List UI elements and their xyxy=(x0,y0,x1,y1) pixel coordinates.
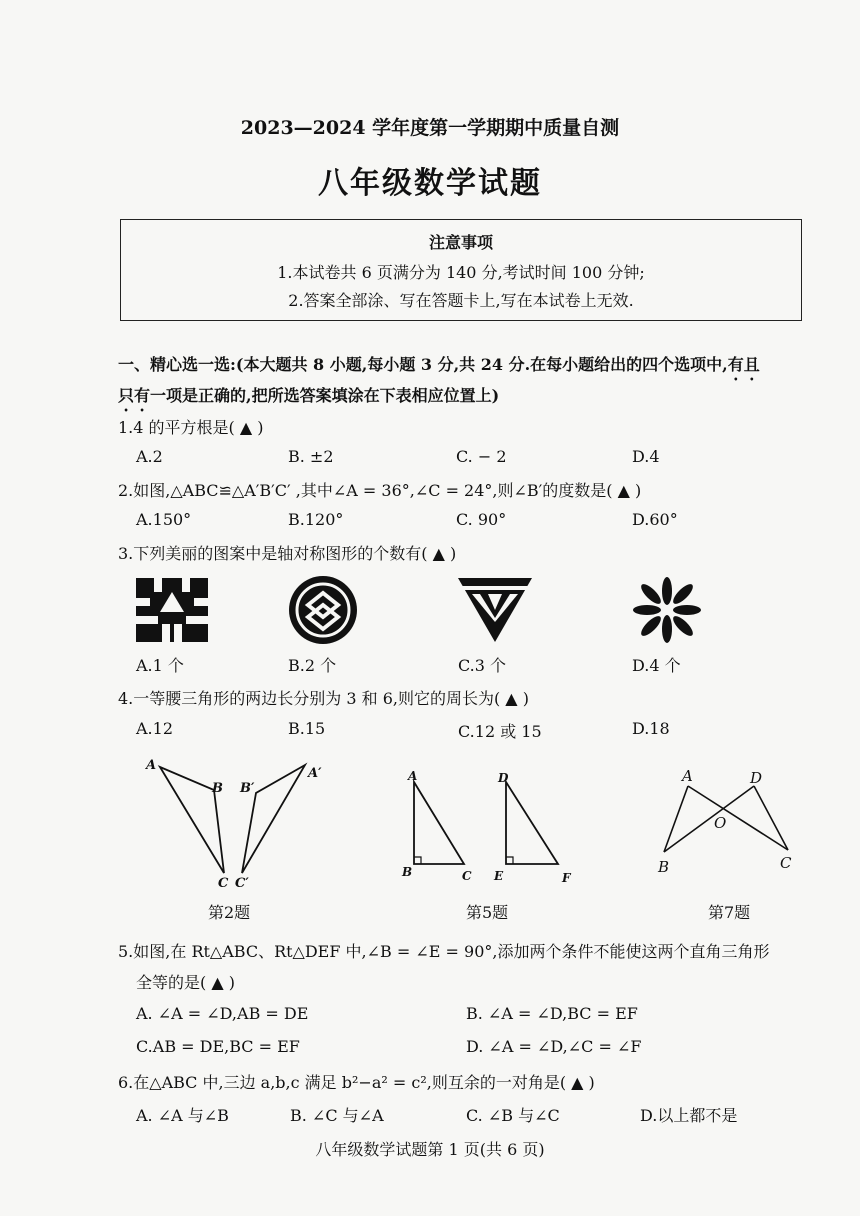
q6-option-a[interactable]: A. ∠A 与∠B xyxy=(136,1106,229,1125)
notice-line-1: 1.本试卷共 6 页满分为 140 分,考试时间 100 分钟; xyxy=(277,263,645,282)
fig7-label-a: A xyxy=(682,767,693,785)
section1-heading-line2 xyxy=(118,383,499,415)
q3-option-d[interactable]: D.4 个 xyxy=(632,656,681,675)
section1-text-b: 一项是正确的,把所选答案填涂在下表相应位置上) xyxy=(150,386,500,405)
q1-option-b[interactable]: B. ±2 xyxy=(288,447,334,466)
q3-option-c[interactable]: C.3 个 xyxy=(458,656,507,675)
section1-heading-line1 xyxy=(118,352,760,384)
fig2-label-b-prime: B′ xyxy=(240,781,255,796)
fig5-label-a: A xyxy=(408,769,418,783)
q2-option-b[interactable]: B.120° xyxy=(288,510,344,529)
question-3-stem: 3.下列美丽的图案中是轴对称图形的个数有( ▲ ) xyxy=(118,544,457,563)
fig5-label-e: E xyxy=(494,869,504,883)
figure-q5-right-triangles xyxy=(398,768,588,890)
q6-option-b[interactable]: B. ∠C 与∠A xyxy=(290,1106,384,1125)
q5-option-b[interactable]: B. ∠A = ∠D,BC = EF xyxy=(466,1004,638,1023)
fig5-label-c: C xyxy=(462,869,472,883)
fig5-label-d: D xyxy=(498,771,509,785)
q2-option-a[interactable]: A.150° xyxy=(136,510,192,529)
notice-heading: 注意事项 xyxy=(428,233,493,252)
q1-option-c[interactable]: C. − 2 xyxy=(456,447,507,466)
notice-box xyxy=(120,219,802,321)
question-4-stem: 4.一等腰三角形的两边长分别为 3 和 6,则它的周长为( ▲ ) xyxy=(118,689,529,708)
q6-option-c[interactable]: C. ∠B 与∠C xyxy=(466,1106,560,1125)
q5-option-c[interactable]: C.AB = DE,BC = EF xyxy=(136,1037,300,1056)
pattern-flower-figure[interactable] xyxy=(632,576,702,644)
q4-option-a[interactable]: A.12 xyxy=(136,719,173,738)
question-1-stem: 1.4 的平方根是( ▲ ) xyxy=(118,418,264,437)
exam-title: 2023—2024 学年度第一学期期中质量自测 xyxy=(240,117,620,139)
fig2-label-b: B xyxy=(212,781,223,796)
fig7-label-d: D xyxy=(750,769,763,787)
section1-emphasis-1: 有且 xyxy=(727,355,760,374)
q1-option-d[interactable]: D.4 xyxy=(632,447,660,466)
figure-q7-crossing xyxy=(650,764,810,888)
exam-subtitle: 八年级数学试题 xyxy=(318,166,542,201)
q6-option-d[interactable]: D.以上都不是 xyxy=(640,1106,738,1125)
q4-option-c[interactable]: C.12 或 15 xyxy=(458,722,542,741)
fig5-label-f: F xyxy=(562,871,571,885)
pattern-circle-figure[interactable] xyxy=(288,575,358,645)
section1-emphasis-2: 只有 xyxy=(118,386,151,405)
notice-line-2: 2.答案全部涂、写在答题卡上,写在本试卷上无效. xyxy=(288,291,634,310)
fig2-label-a: A xyxy=(146,758,157,773)
fig2-label-c: C xyxy=(218,876,229,891)
fig7-label-b: B xyxy=(658,858,670,876)
page-footer: 八年级数学试题第 1 页(共 6 页) xyxy=(315,1140,545,1159)
q4-option-b[interactable]: B.15 xyxy=(288,719,326,738)
q3-option-a[interactable]: A.1 个 xyxy=(136,656,184,675)
q2-option-c[interactable]: C. 90° xyxy=(456,510,507,529)
q3-option-b[interactable]: B.2 个 xyxy=(288,656,337,675)
q2-option-d[interactable]: D.60° xyxy=(632,510,678,529)
question-5-stem-cont: 全等的是( ▲ ) xyxy=(136,973,235,992)
figure-q7-caption: 第7题 xyxy=(708,903,751,922)
pattern-block-figure[interactable] xyxy=(136,578,208,642)
q1-option-a[interactable]: A.2 xyxy=(136,447,163,466)
fig2-label-a-prime: A′ xyxy=(308,766,322,781)
q5-option-a[interactable]: A. ∠A = ∠D,AB = DE xyxy=(136,1004,309,1023)
fig7-label-o: O xyxy=(714,814,727,832)
fig5-label-b: B xyxy=(402,865,413,879)
figure-q2-caption: 第2题 xyxy=(208,903,251,922)
figure-q5-caption: 第5题 xyxy=(466,903,509,922)
question-6-stem: 6.在△ABC 中,三边 a,b,c 满足 b²−a² = c²,则互余的一对角是( ▲ ) xyxy=(118,1073,595,1092)
question-5-stem: 5.如图,在 Rt△ABC、Rt△DEF 中,∠B = ∠E = 90°,添加两个条件不能使这两个直角三角形 xyxy=(118,942,770,961)
q5-option-d[interactable]: D. ∠A = ∠D,∠C = ∠F xyxy=(466,1037,642,1056)
section1-text-a: 一、精心选一选:(本大题共 8 小题,每小题 3 分,共 24 分.在每小题给出的四个选项中, xyxy=(118,355,728,374)
question-2-stem: 2.如图,△ABC≌△A′B′C′ ,其中∠A = 36°,∠C = 24°,则∠B′的度数是( ▲ ) xyxy=(118,481,642,500)
q4-option-d[interactable]: D.18 xyxy=(632,719,670,738)
figure-q2-triangles xyxy=(140,755,340,895)
fig2-label-c-prime: C′ xyxy=(235,876,249,891)
fig7-label-c: C xyxy=(780,854,792,872)
pattern-triangle-figure[interactable] xyxy=(458,578,532,642)
